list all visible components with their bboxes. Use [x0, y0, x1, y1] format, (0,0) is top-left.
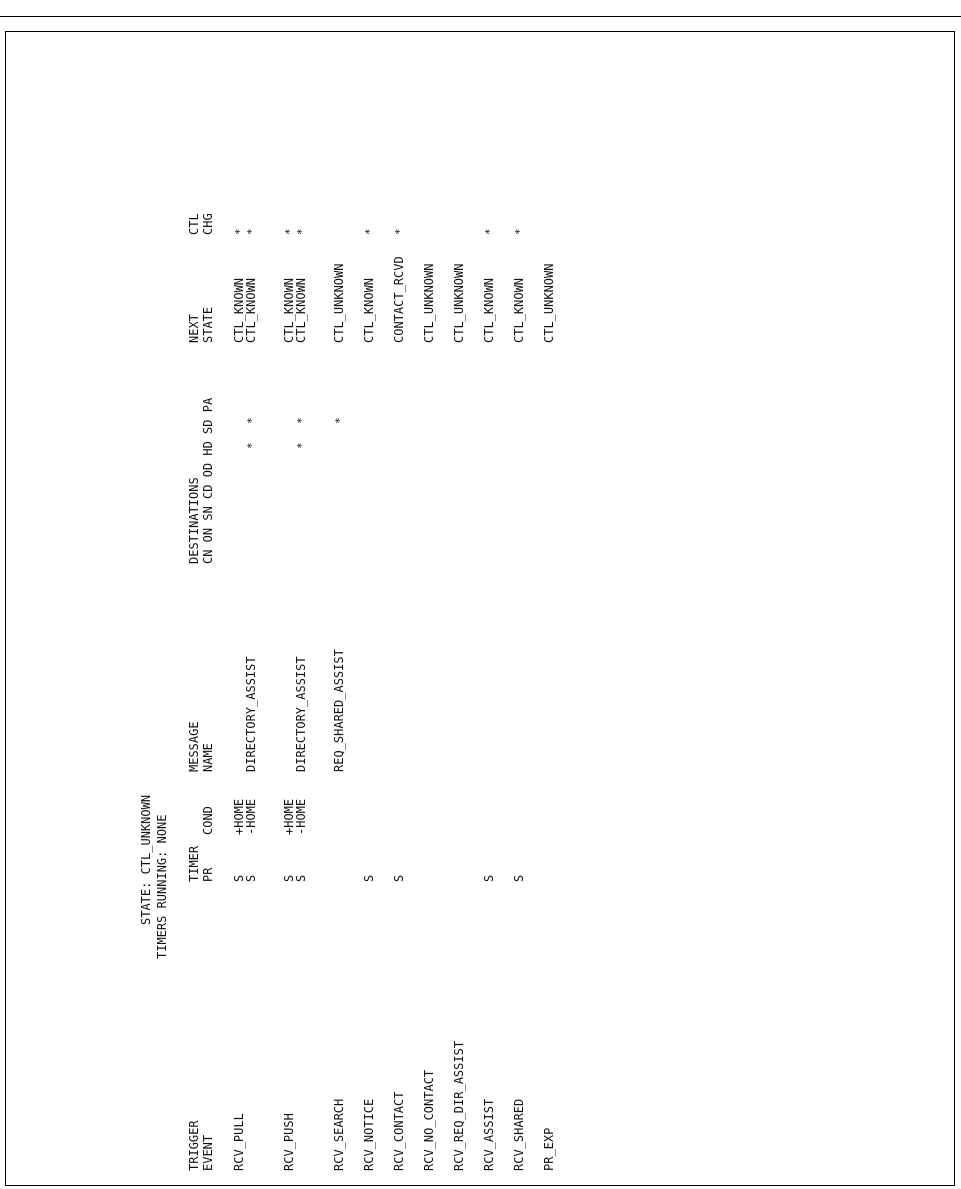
cell-next-state: CTL_UNKNOWN — [452, 263, 466, 343]
cell-event: RCV_REQ_DIR_ASSIST — [452, 1040, 466, 1171]
header-cond: COND — [201, 806, 215, 835]
cell-event: RCV_CONTACT — [392, 1091, 406, 1171]
header-pr: PR — [201, 867, 215, 882]
cell-sd: * — [245, 417, 258, 424]
timers-line: TIMERS RUNNING: NONE — [155, 814, 169, 959]
cell-ctl-chg: * — [233, 228, 246, 235]
cell-event: RCV_SHARED — [512, 1098, 526, 1171]
cell-next-state: CTL_KNOWN — [294, 277, 308, 343]
cell-message: DIRECTORY_ASSIST — [294, 656, 308, 772]
cell-event: PR_EXP — [542, 1127, 556, 1171]
cell-next-state: CTL_UNKNOWN — [332, 263, 346, 343]
cell-pr: S — [362, 874, 376, 882]
header-destination-columns: CN ON SN CD OD HD SD PA — [201, 397, 215, 564]
cell-next-state: CTL_UNKNOWN — [542, 263, 556, 343]
state-line: STATE: CTL_UNKNOWN — [139, 794, 153, 925]
cell-next-state: CONTACT_RCVD — [392, 256, 406, 343]
header-timer: TIMER — [187, 845, 201, 882]
cell-event: RCV_ASSIST — [482, 1098, 496, 1171]
cell-next-state: CTL_KNOWN — [232, 277, 246, 343]
cell-ctl-chg: * — [245, 228, 258, 235]
cell-message: REQ_SHARED_ASSIST — [332, 649, 346, 772]
cell-message: DIRECTORY_ASSIST — [244, 656, 258, 772]
cell-next-state: CTL_KNOWN — [282, 277, 296, 343]
header-state: STATE — [201, 306, 215, 343]
cell-next-state: CTL_KNOWN — [512, 277, 526, 343]
cell-pr: S — [244, 874, 258, 882]
cell-ctl-chg: * — [483, 228, 496, 235]
cell-ctl-chg: * — [393, 228, 406, 235]
cell-next-state: CTL_KNOWN — [482, 277, 496, 343]
cell-pr: S — [512, 874, 526, 882]
cell-cond: -HOME — [294, 798, 308, 835]
header-trigger: TRIGGER — [187, 1120, 201, 1171]
header-chg: CHG — [201, 213, 215, 235]
cell-hd: * — [295, 442, 308, 449]
cell-event: RCV_PUSH — [282, 1113, 296, 1171]
header-message: MESSAGE — [187, 721, 201, 772]
cell-ctl-chg: * — [513, 228, 526, 235]
cell-next-state: CTL_KNOWN — [362, 277, 376, 343]
cell-cond: +HOME — [232, 798, 246, 835]
cell-ctl-chg: * — [283, 228, 296, 235]
cell-cond: +HOME — [282, 798, 296, 835]
cell-pr: S — [392, 874, 406, 882]
cell-pr: S — [282, 874, 296, 882]
cell-cond: -HOME — [244, 798, 258, 835]
header-ctl: CTL — [187, 213, 201, 235]
header-next: NEXT — [187, 314, 201, 343]
cell-event: RCV_SEARCH — [332, 1098, 346, 1171]
cell-ctl-chg: * — [363, 228, 376, 235]
cell-event: RCV_PULL — [232, 1113, 246, 1171]
header-event: EVENT — [201, 1134, 215, 1171]
cell-next-state: CTL_UNKNOWN — [422, 263, 436, 343]
header-destinations: DESTINATIONS — [187, 477, 201, 564]
cell-hd: * — [245, 442, 258, 449]
cell-pr: S — [232, 874, 246, 882]
cell-next-state: CTL_KNOWN — [244, 277, 258, 343]
cell-event: RCV_NO_CONTACT — [422, 1069, 436, 1171]
cell-sd: * — [295, 417, 308, 424]
header-name: NAME — [201, 743, 215, 772]
cell-pr: S — [294, 874, 308, 882]
cell-pr: S — [482, 874, 496, 882]
cell-ctl-chg: * — [295, 228, 308, 235]
cell-sd: * — [333, 417, 346, 424]
cell-event: RCV_NOTICE — [362, 1098, 376, 1171]
